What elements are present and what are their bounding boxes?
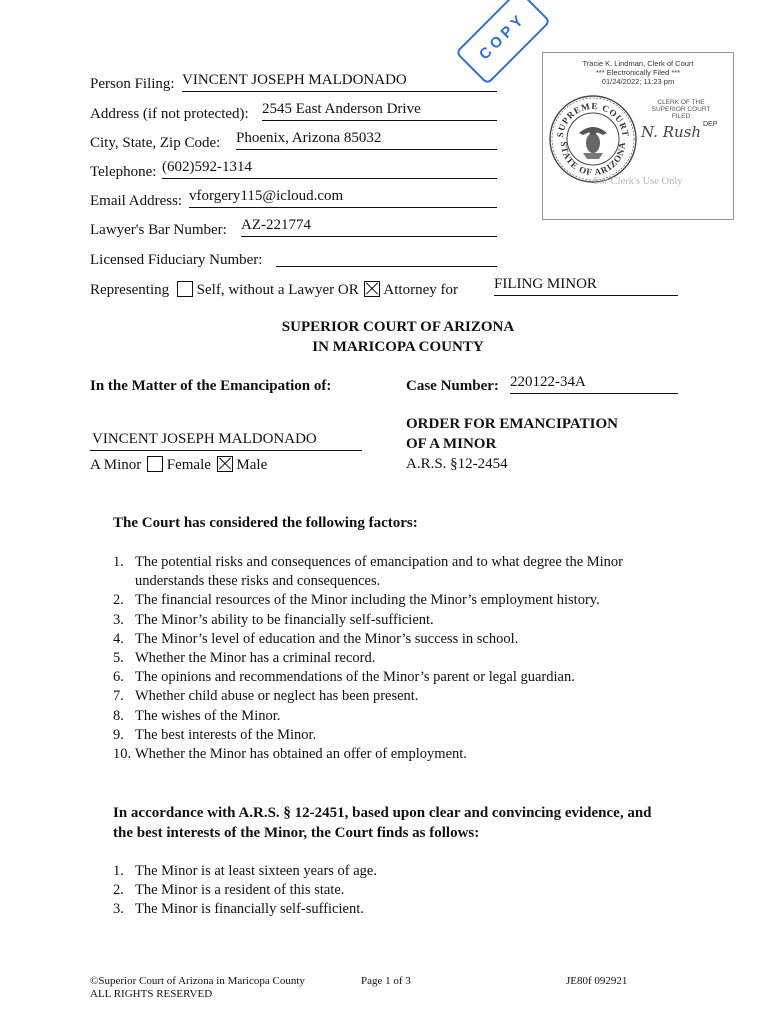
- court-name: SUPERIOR COURT OF ARIZONA: [281, 319, 515, 335]
- list-number: 1.: [113, 863, 124, 879]
- case-number-field[interactable]: [510, 374, 678, 394]
- minor-name-field[interactable]: [90, 431, 362, 451]
- list-text: The wishes of the Minor.: [135, 707, 281, 724]
- list-item: [113, 668, 623, 687]
- list-item: [113, 881, 377, 900]
- list-number: 10.: [113, 746, 132, 763]
- svg-text:SUPREME COURT: SUPREME COURT: [554, 100, 632, 139]
- male-label: Male: [236, 457, 268, 473]
- list-text: [135, 553, 623, 591]
- minor-label: A Minor: [90, 457, 142, 473]
- filed-timestamp: 01/24/2022; 11:23 pm: [601, 77, 675, 86]
- list-number: 2.: [113, 882, 124, 899]
- representing-row: [90, 281, 458, 299]
- bar-number-value: AZ-221774: [241, 217, 311, 233]
- list-text: Whether the Minor has a criminal record.: [135, 650, 376, 667]
- electronically-filed: *** Electronically Filed ***: [595, 68, 681, 77]
- address-value: 2545 East Anderson Drive: [262, 101, 421, 117]
- email-label: Email Address:: [90, 193, 183, 209]
- list-number: 5.: [113, 650, 124, 667]
- list-text-line: The potential risks and consequences of emancipation and to what degree the Minor: [135, 554, 624, 570]
- findings-heading-line1: In accordance with A.R.S. § 12-2451, based upon clear and convincing evidence, and: [113, 805, 652, 821]
- footer-form-id: JE80f 092921: [566, 975, 628, 987]
- fiduciary-number-label: Licensed Fiduciary Number:: [90, 252, 263, 268]
- person-filing-field[interactable]: [182, 72, 497, 92]
- list-item: [113, 745, 623, 764]
- list-item: [113, 687, 623, 706]
- list-item: [113, 707, 623, 726]
- footer-copyright: ©Superior Court of Arizona in Maricopa County: [90, 975, 305, 987]
- person-filing-label: Person Filing:: [90, 76, 175, 92]
- city-state-zip-label: City, State, Zip Code:: [90, 135, 221, 151]
- self-label: Self, without a Lawyer OR: [196, 282, 359, 298]
- minor-gender-row: [90, 456, 267, 474]
- attorney-checkbox[interactable]: [364, 281, 380, 297]
- attorney-for-field[interactable]: [494, 276, 678, 296]
- statute-reference: A.R.S. §12-2454: [406, 456, 508, 472]
- telephone-field[interactable]: [162, 159, 497, 179]
- clerk-stamp-header: [543, 59, 733, 86]
- telephone-label: Telephone:: [90, 164, 157, 180]
- list-item: [113, 649, 623, 668]
- female-label: Female: [166, 457, 211, 473]
- factors-heading: The Court has considered the following factors:: [113, 515, 418, 531]
- case-number-value: 220122-34A: [510, 374, 586, 390]
- self-checkbox[interactable]: [177, 281, 193, 297]
- list-number: 1.: [113, 554, 124, 570]
- factors-list: [113, 553, 623, 764]
- list-text: The Minor is financially self-sufficient.: [135, 901, 364, 918]
- list-item: [113, 553, 623, 591]
- list-number: 6.: [113, 669, 124, 686]
- list-number: 8.: [113, 707, 124, 724]
- city-state-zip-value: Phoenix, Arizona 85032: [236, 130, 382, 146]
- footer-rights: ALL RIGHTS RESERVED: [90, 988, 213, 1000]
- clerk-filing-stamp: [542, 52, 734, 220]
- person-filing-value: VINCENT JOSEPH MALDONADO: [182, 72, 407, 88]
- email-value: vforgery115@icloud.com: [189, 188, 344, 204]
- list-text: The Minor is at least sixteen years of age.: [135, 863, 377, 879]
- list-text: Whether the Minor has obtained an offer of employment.: [135, 746, 467, 763]
- list-text: The best interests of the Minor.: [135, 726, 317, 743]
- findings-list: [113, 862, 377, 920]
- city-state-zip-field[interactable]: [236, 130, 497, 150]
- list-number: 3.: [113, 901, 124, 918]
- clerk-use-only: For Clerk's Use Only: [593, 176, 683, 187]
- list-number: 3.: [113, 611, 124, 628]
- representing-label: Representing: [90, 282, 170, 298]
- list-text-line: understands these risks and consequences.: [135, 573, 381, 590]
- order-title-line1: ORDER FOR EMANCIPATION: [406, 416, 618, 432]
- list-number: 4.: [113, 630, 124, 647]
- male-checkbox[interactable]: [217, 456, 233, 472]
- list-number: 9.: [113, 726, 124, 743]
- list-text: The Minor’s level of education and the Minor’s success in school.: [135, 630, 519, 647]
- court-county: IN MARICOPA COUNTY: [312, 339, 484, 355]
- list-number: 7.: [113, 688, 124, 705]
- list-text: The opinions and recommendations of the Minor’s parent or legal guardian.: [135, 669, 575, 686]
- list-item: [113, 726, 623, 745]
- telephone-value: (602)592-1314: [162, 159, 252, 175]
- female-checkbox[interactable]: [147, 456, 163, 472]
- list-item: [113, 630, 623, 649]
- fiduciary-number-field[interactable]: [276, 247, 497, 267]
- attorney-for-value: FILING MINOR: [494, 276, 597, 292]
- deputy-signature: N. Rush: [641, 123, 702, 141]
- order-title-line2: OF A MINOR: [406, 436, 497, 452]
- svg-text:STATE OF ARIZONA: STATE OF ARIZONA: [558, 141, 628, 178]
- matter-label: In the Matter of the Emancipation of:: [90, 378, 332, 394]
- deputy-label: DEP: [703, 121, 718, 128]
- list-text: Whether child abuse or neglect has been present.: [135, 688, 419, 705]
- arizona-court-seal-icon: [547, 93, 639, 185]
- list-text: The financial resources of the Minor including the Minor’s employment history.: [135, 592, 600, 609]
- address-field[interactable]: [262, 101, 497, 121]
- list-item: [113, 591, 623, 610]
- minor-name-value: VINCENT JOSEPH MALDONADO: [92, 431, 317, 447]
- list-number: 2.: [113, 592, 124, 609]
- attorney-label: Attorney for: [383, 282, 458, 298]
- list-text: The Minor’s ability to be financially self-sufficient.: [135, 611, 434, 628]
- footer-page-number: Page 1 of 3: [361, 975, 411, 987]
- list-item: [113, 900, 377, 919]
- list-item: [113, 862, 377, 881]
- list-text: The Minor is a resident of this state.: [135, 882, 345, 899]
- findings-heading-line2: the best interests of the Minor, the Court finds as follows:: [113, 825, 480, 841]
- email-field[interactable]: [189, 188, 497, 208]
- address-label: Address (if not protected):: [90, 106, 249, 122]
- list-item: [113, 611, 623, 630]
- clerk-name: Tracie K. Lindman, Clerk of Court: [582, 59, 694, 68]
- bar-number-field[interactable]: [241, 217, 497, 237]
- clerk-filed-note: CLERK OF THE SUPERIOR COURT FILED: [651, 99, 711, 120]
- copy-stamp: COPY: [455, 0, 551, 85]
- case-number-label: Case Number:: [406, 378, 499, 394]
- bar-number-label: Lawyer's Bar Number:: [90, 222, 227, 238]
